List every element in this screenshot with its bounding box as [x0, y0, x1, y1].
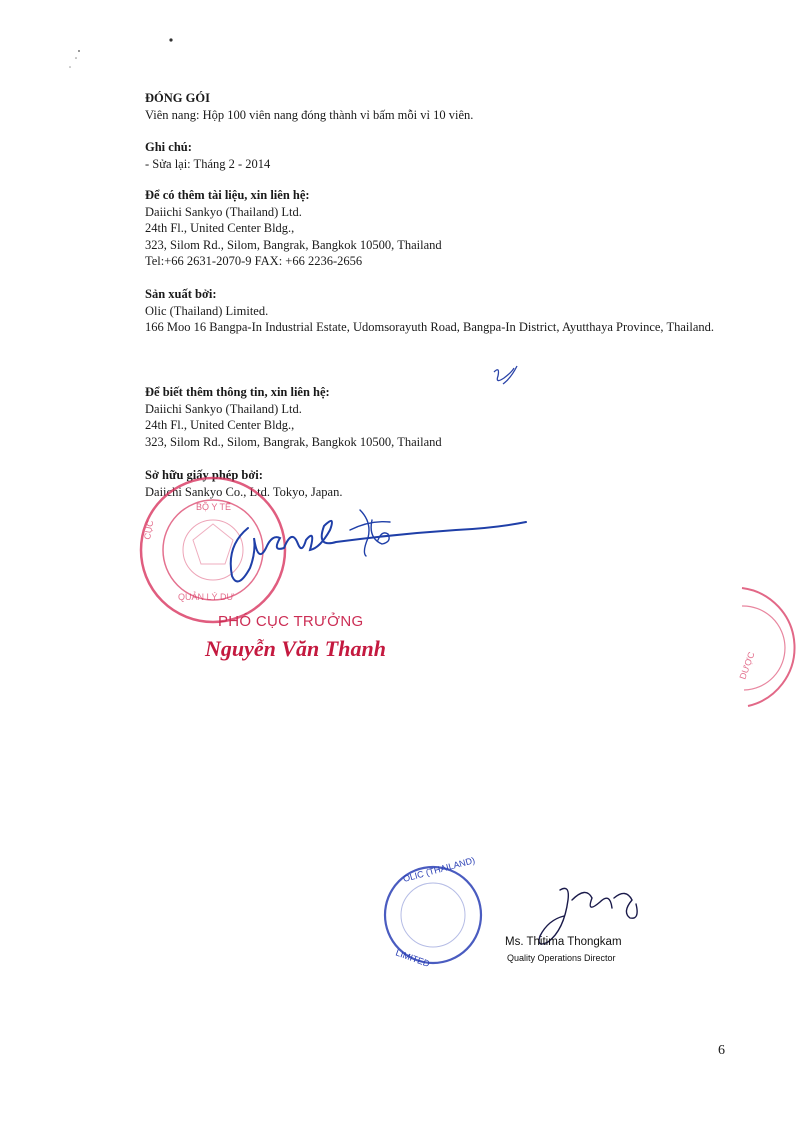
svg-text:QUẢN LÝ DƯ: QUẢN LÝ DƯ: [178, 592, 235, 602]
svg-text:LIMITED: LIMITED: [394, 947, 432, 970]
more-docs-heading: Để có thêm tài liệu, xin liên hệ:: [145, 188, 310, 202]
packaging-heading: ĐÓNG GÓI: [145, 91, 210, 105]
deputy-title: PHÓ CỤC TRƯỞNG: [218, 613, 364, 630]
license-text: Daiichi Sankyo Co., Ltd. Tokyo, Japan.: [145, 484, 343, 499]
manufacturer-heading: Sản xuất bởi:: [145, 287, 217, 301]
notes-text: - Sửa lại: Tháng 2 - 2014: [145, 156, 271, 171]
svg-text:DƯỢC: DƯỢC: [737, 650, 757, 681]
manufacturer-name: Olic (Thailand) Limited.: [145, 303, 269, 318]
more-docs-line: 323, Silom Rd., Silom, Bangrak, Bangkok 10500, Thailand: [145, 237, 442, 252]
more-info-line: Daiichi Sankyo (Thailand) Ltd.: [145, 401, 302, 416]
director-name: Ms. Thitima Thongkam: [505, 936, 622, 948]
more-docs-line: Tel:+66 2631-2070-9 FAX: +66 2236-2656: [145, 254, 363, 268]
packaging-text: Viên nang: Hộp 100 viên nang đóng thành vỉ bấm mỗi vỉ 10 viên.: [145, 107, 474, 122]
more-docs-line: Daiichi Sankyo (Thailand) Ltd.: [145, 204, 302, 219]
more-info-heading: Để biết thêm thông tin, xin liên hệ:: [145, 385, 330, 399]
more-info-line: 24th Fl., United Center Bldg.,: [145, 418, 295, 432]
more-docs-line: 24th Fl., United Center Bldg.,: [145, 221, 295, 235]
manufacturer-address: 166 Moo 16 Bangpa-In Industrial Estate, Udomsorayuth Road, Bangpa-In District, Ayutthaya Province, Thailand.: [145, 320, 715, 334]
license-heading: Sở hữu giấy phép bởi:: [145, 468, 263, 482]
page-number: 6: [718, 1043, 725, 1058]
svg-text:CỤC: CỤC: [142, 519, 156, 541]
more-info-line: 323, Silom Rd., Silom, Bangrak, Bangkok 10500, Thailand: [145, 434, 442, 449]
notes-heading: Ghi chú:: [145, 140, 192, 154]
svg-text:OLIC (THAILAND): OLIC (THAILAND): [401, 855, 477, 884]
director-role: Quality Operations Director: [507, 953, 616, 963]
svg-text:BỘ Y TẾ: BỘ Y TẾ: [196, 502, 232, 512]
deputy-name: Nguyễn Văn Thanh: [205, 636, 386, 661]
